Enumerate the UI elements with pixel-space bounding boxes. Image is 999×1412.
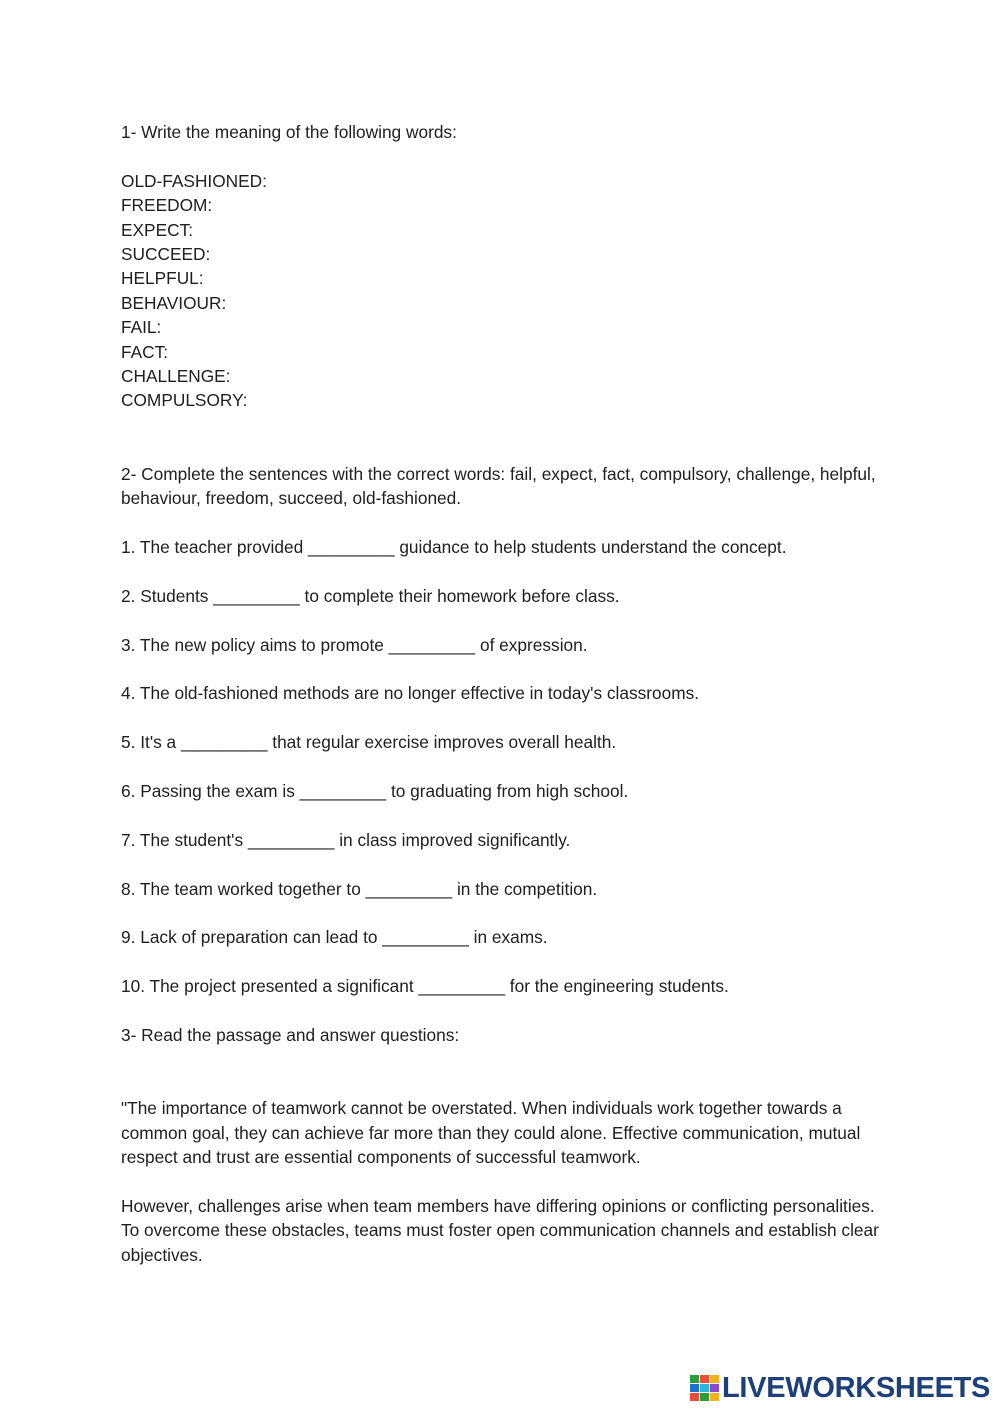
section3-heading: 3- Read the passage and answer questions: [121, 1025, 460, 1046]
vocabulary-list [121, 169, 891, 413]
section2-heading: 2- Complete the sentences with the correct words: fail, expect, fact, compulsory, challenge, helpful, behaviour, freedom, succeed, old-fashioned. [121, 463, 876, 509]
worksheet-content [121, 120, 891, 1267]
sentence-item: 2. Students _________ to complete their homework before class. [121, 585, 620, 606]
passage-paragraph: "The importance of teamwork cannot be overstated. When individuals work together towards a common goal, they can achieve far more than they could alone. Effective communication, mutual respect and trust are essential components of successful teamwork. [121, 1098, 861, 1168]
sentence-item: 8. The team worked together to _________ in the competition. [121, 878, 598, 899]
vocabulary-item: BEHAVIOUR: [121, 292, 227, 313]
vocabulary-item: FAIL: [121, 317, 162, 338]
sentence-list [121, 535, 891, 999]
sentence-item: 7. The student's _________ in class improved significantly. [121, 829, 571, 850]
vocabulary-item: CHALLENGE: [121, 366, 231, 387]
sentence-item: 10. The project presented a significant _________ for the engineering students. [121, 976, 729, 997]
passage-paragraph: However, challenges arise when team members have differing opinions or conflicting personalities. To overcome these obstacles, teams must foster open communication channels and establish clear objectives. [121, 1196, 879, 1265]
logo-text: LIVEWORKSHEETS [722, 1371, 991, 1404]
vocabulary-item: EXPECT: [121, 219, 194, 240]
liveworksheets-logo [690, 1372, 990, 1404]
vocabulary-item: OLD-FASHIONED: [121, 170, 267, 191]
vocabulary-item: FACT: [121, 341, 169, 362]
section1-heading: 1- Write the meaning of the following words: [121, 122, 457, 142]
vocabulary-item: COMPULSORY: [121, 390, 248, 411]
sentence-item: 6. Passing the exam is _________ to graduating from high school. [121, 781, 629, 802]
sentence-item: 1. The teacher provided _________ guidance to help students understand the concept. [121, 537, 787, 558]
vocabulary-item: SUCCEED: [121, 244, 211, 265]
vocabulary-item: FREEDOM: [121, 195, 213, 216]
vocabulary-item: HELPFUL: [121, 268, 204, 289]
sentence-item: 9. Lack of preparation can lead to _________ in exams. [121, 927, 548, 948]
sentence-item: 3. The new policy aims to promote _________ of expression. [121, 634, 588, 655]
liveworksheets-logo-icon [690, 1375, 719, 1401]
sentence-item: 5. It's a _________ that regular exercise improves overall health. [121, 732, 617, 753]
sentence-item: 4. The old-fashioned methods are no longer effective in today's classrooms. [121, 683, 700, 704]
